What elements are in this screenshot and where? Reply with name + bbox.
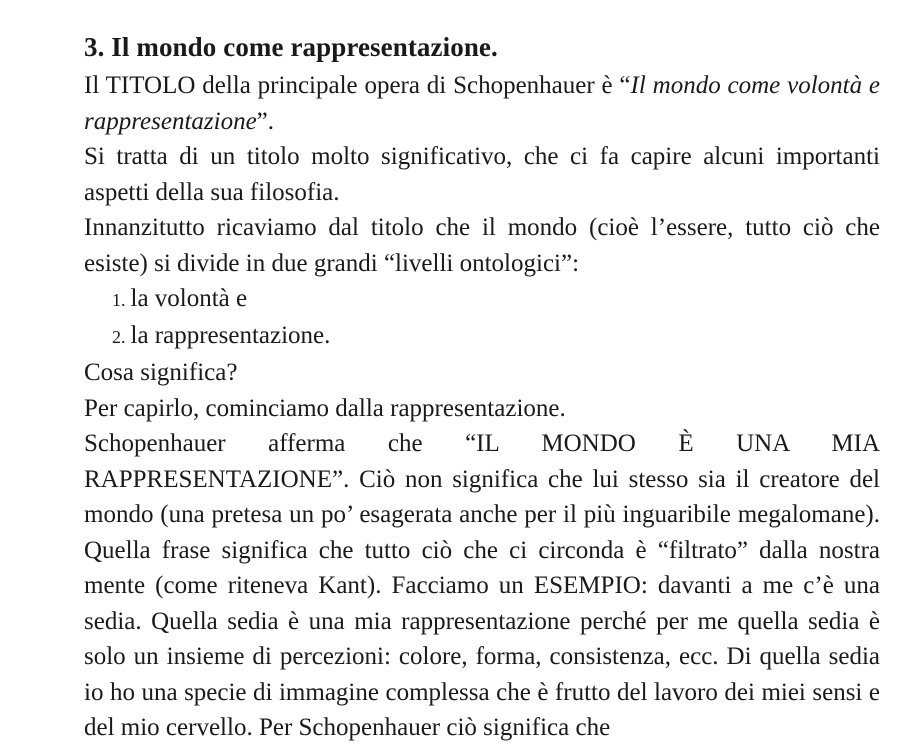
list-item-text: la volontà e	[130, 285, 248, 312]
paragraph-start-representation: Per capirlo, cominciamo dalla rappresentazione.	[84, 394, 566, 422]
ontological-levels-list	[84, 281, 880, 355]
list-item	[84, 281, 880, 318]
list-item-number: 1.	[112, 290, 126, 310]
intro-text-before: Il TITOLO della principale opera di Schopenhauer è “	[84, 72, 631, 99]
work-title: Il mondo come volontà e rappresentazione	[84, 72, 881, 135]
section-title: 3. Il mondo come rappresentazione.	[84, 32, 498, 62]
intro-paragraph	[84, 68, 880, 139]
paragraph-question: Cosa significa?	[84, 359, 238, 386]
document-page	[84, 30, 880, 746]
intro-text-after: ”.	[256, 107, 275, 135]
list-item-text: la rappresentazione.	[130, 322, 331, 349]
list-item	[84, 318, 880, 355]
paragraph-ontological-levels: Innanzitutto ricaviamo dal titolo che il mondo (cioè l’essere, tutto ciò che esiste) si divide in due grandi “livelli ontologici”:	[84, 214, 880, 277]
paragraph-significance: Si tratta di un titolo molto significativo, che ci fa capire alcuni importanti aspetti della sua filosofia.	[84, 143, 880, 206]
list-item-number: 2.	[112, 327, 126, 347]
paragraph-world-representation: Schopenhauer afferma che “IL MONDO È UNA MIA RAPPRESENTAZIONE”. Ciò non significa che lui stesso sia il creatore del mondo (una pretesa un po’ esagerata anche per il più inguaribile megalomane). Quella frase significa che tutto ciò che ci circonda è “filtrato” dalla nostra mente (come riteneva Kant). Facciamo un ESEMPIO: davanti a me c’è una sedia. Quella sedia è una mia rappresentazione perché per me quella sedia è solo un insieme di percezioni: colore, forma, consistenza, ecc. Di quella sedia io ho una specie di immagine complessa che è frutto del lavoro dei miei sensi e del mio cervello. Per Schopenhauer ciò significa che	[84, 430, 880, 741]
